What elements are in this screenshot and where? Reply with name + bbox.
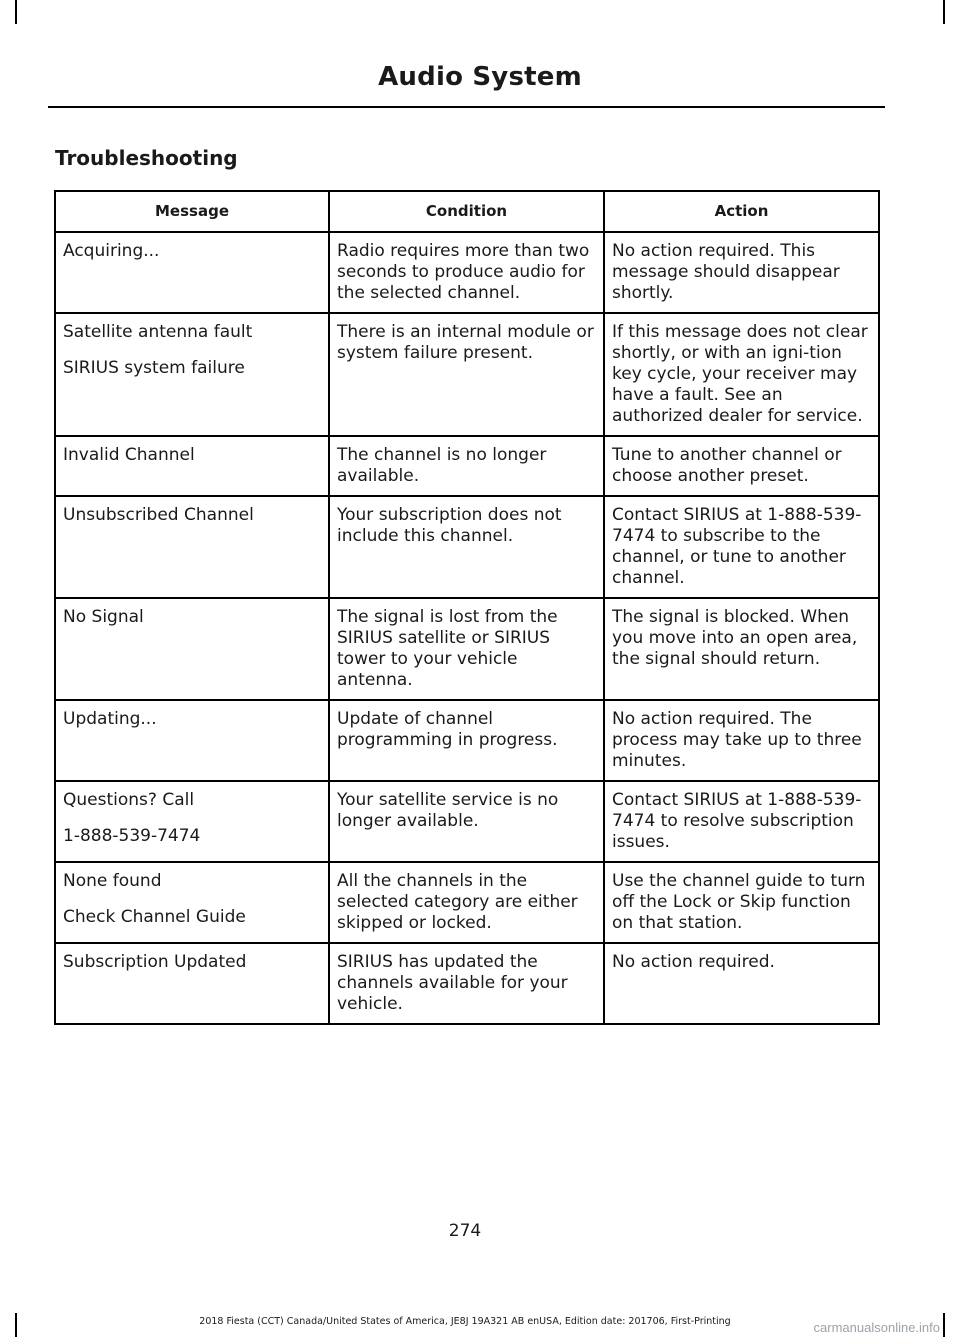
section-heading: Troubleshooting: [55, 146, 238, 170]
action-cell: Use the channel guide to turn off the Lock or Skip function on that station.: [604, 862, 879, 943]
table-row: [55, 700, 879, 781]
message-text: Satellite antenna fault: [63, 322, 253, 342]
condition-cell: Your satellite service is no longer available.: [329, 781, 604, 862]
message-text: Unsubscribed Channel: [63, 505, 254, 525]
crop-mark-top-left: [15, 0, 17, 24]
message-text: Invalid Channel: [63, 445, 195, 465]
message-text: SIRIUS system failure: [63, 358, 245, 378]
message-text: No Signal: [63, 607, 144, 627]
page-number: 274: [448, 1221, 482, 1241]
troubleshooting-table: [54, 190, 880, 1025]
table-row: [55, 943, 879, 1024]
message-text: Acquiring...: [63, 241, 160, 261]
condition-cell: The channel is no longer available.: [329, 436, 604, 496]
action-cell: Contact SIRIUS at 1-888-539-7474 to resolve subscription issues.: [604, 781, 879, 862]
message-text: 1-888-539-7474: [63, 826, 201, 846]
table-row: [55, 436, 879, 496]
message-cell: [55, 862, 329, 943]
message-cell: [55, 496, 329, 598]
condition-cell: Your subscription does not include this channel.: [329, 496, 604, 598]
watermark: carmanualsonline.info: [813, 1320, 940, 1335]
action-cell: Tune to another channel or choose another preset.: [604, 436, 879, 496]
message-cell: [55, 313, 329, 436]
column-header-condition: Condition: [329, 191, 604, 232]
table-row: [55, 232, 879, 313]
message-cell: [55, 943, 329, 1024]
edition-footer: 2018 Fiesta (CCT) Canada/United States of America, JE8J 19A321 AB enUSA, Edition date: 201706, First-Printing: [199, 1316, 731, 1327]
action-cell: No action required.: [604, 943, 879, 1024]
header-divider: [48, 106, 885, 108]
table-row: [55, 598, 879, 700]
message-text: Subscription Updated: [63, 952, 247, 972]
condition-cell: The signal is lost from the SIRIUS satellite or SIRIUS tower to your vehicle antenna.: [329, 598, 604, 700]
message-cell: [55, 781, 329, 862]
table-header-row: [55, 191, 879, 232]
message-text: Check Channel Guide: [63, 907, 246, 927]
action-cell: No action required. The process may take up to three minutes.: [604, 700, 879, 781]
message-cell: [55, 598, 329, 700]
page-title: Audio System: [378, 62, 582, 92]
action-cell: If this message does not clear shortly, or with an igni-tion key cycle, your receiver may have a fault. See an authorized dealer for service.: [604, 313, 879, 436]
action-cell: The signal is blocked. When you move into an open area, the signal should return.: [604, 598, 879, 700]
column-header-message: Message: [55, 191, 329, 232]
table-row: [55, 496, 879, 598]
condition-cell: Update of channel programming in progress.: [329, 700, 604, 781]
message-cell: [55, 232, 329, 313]
action-cell: No action required. This message should disappear shortly.: [604, 232, 879, 313]
table-row: [55, 862, 879, 943]
condition-cell: All the channels in the selected category are either skipped or locked.: [329, 862, 604, 943]
condition-cell: There is an internal module or system failure present.: [329, 313, 604, 436]
message-text: Updating...: [63, 709, 157, 729]
message-text: Questions? Call: [63, 790, 195, 810]
table-row: [55, 781, 879, 862]
action-cell: Contact SIRIUS at 1-888-539-7474 to subscribe to the channel, or tune to another channel.: [604, 496, 879, 598]
condition-cell: Radio requires more than two seconds to produce audio for the selected channel.: [329, 232, 604, 313]
message-text: None found: [63, 871, 162, 891]
message-cell: [55, 700, 329, 781]
condition-cell: SIRIUS has updated the channels available for your vehicle.: [329, 943, 604, 1024]
crop-mark-top-right: [943, 0, 945, 24]
crop-mark-bottom-right: [943, 1313, 945, 1337]
column-header-action: Action: [604, 191, 879, 232]
table-row: [55, 313, 879, 436]
message-cell: [55, 436, 329, 496]
